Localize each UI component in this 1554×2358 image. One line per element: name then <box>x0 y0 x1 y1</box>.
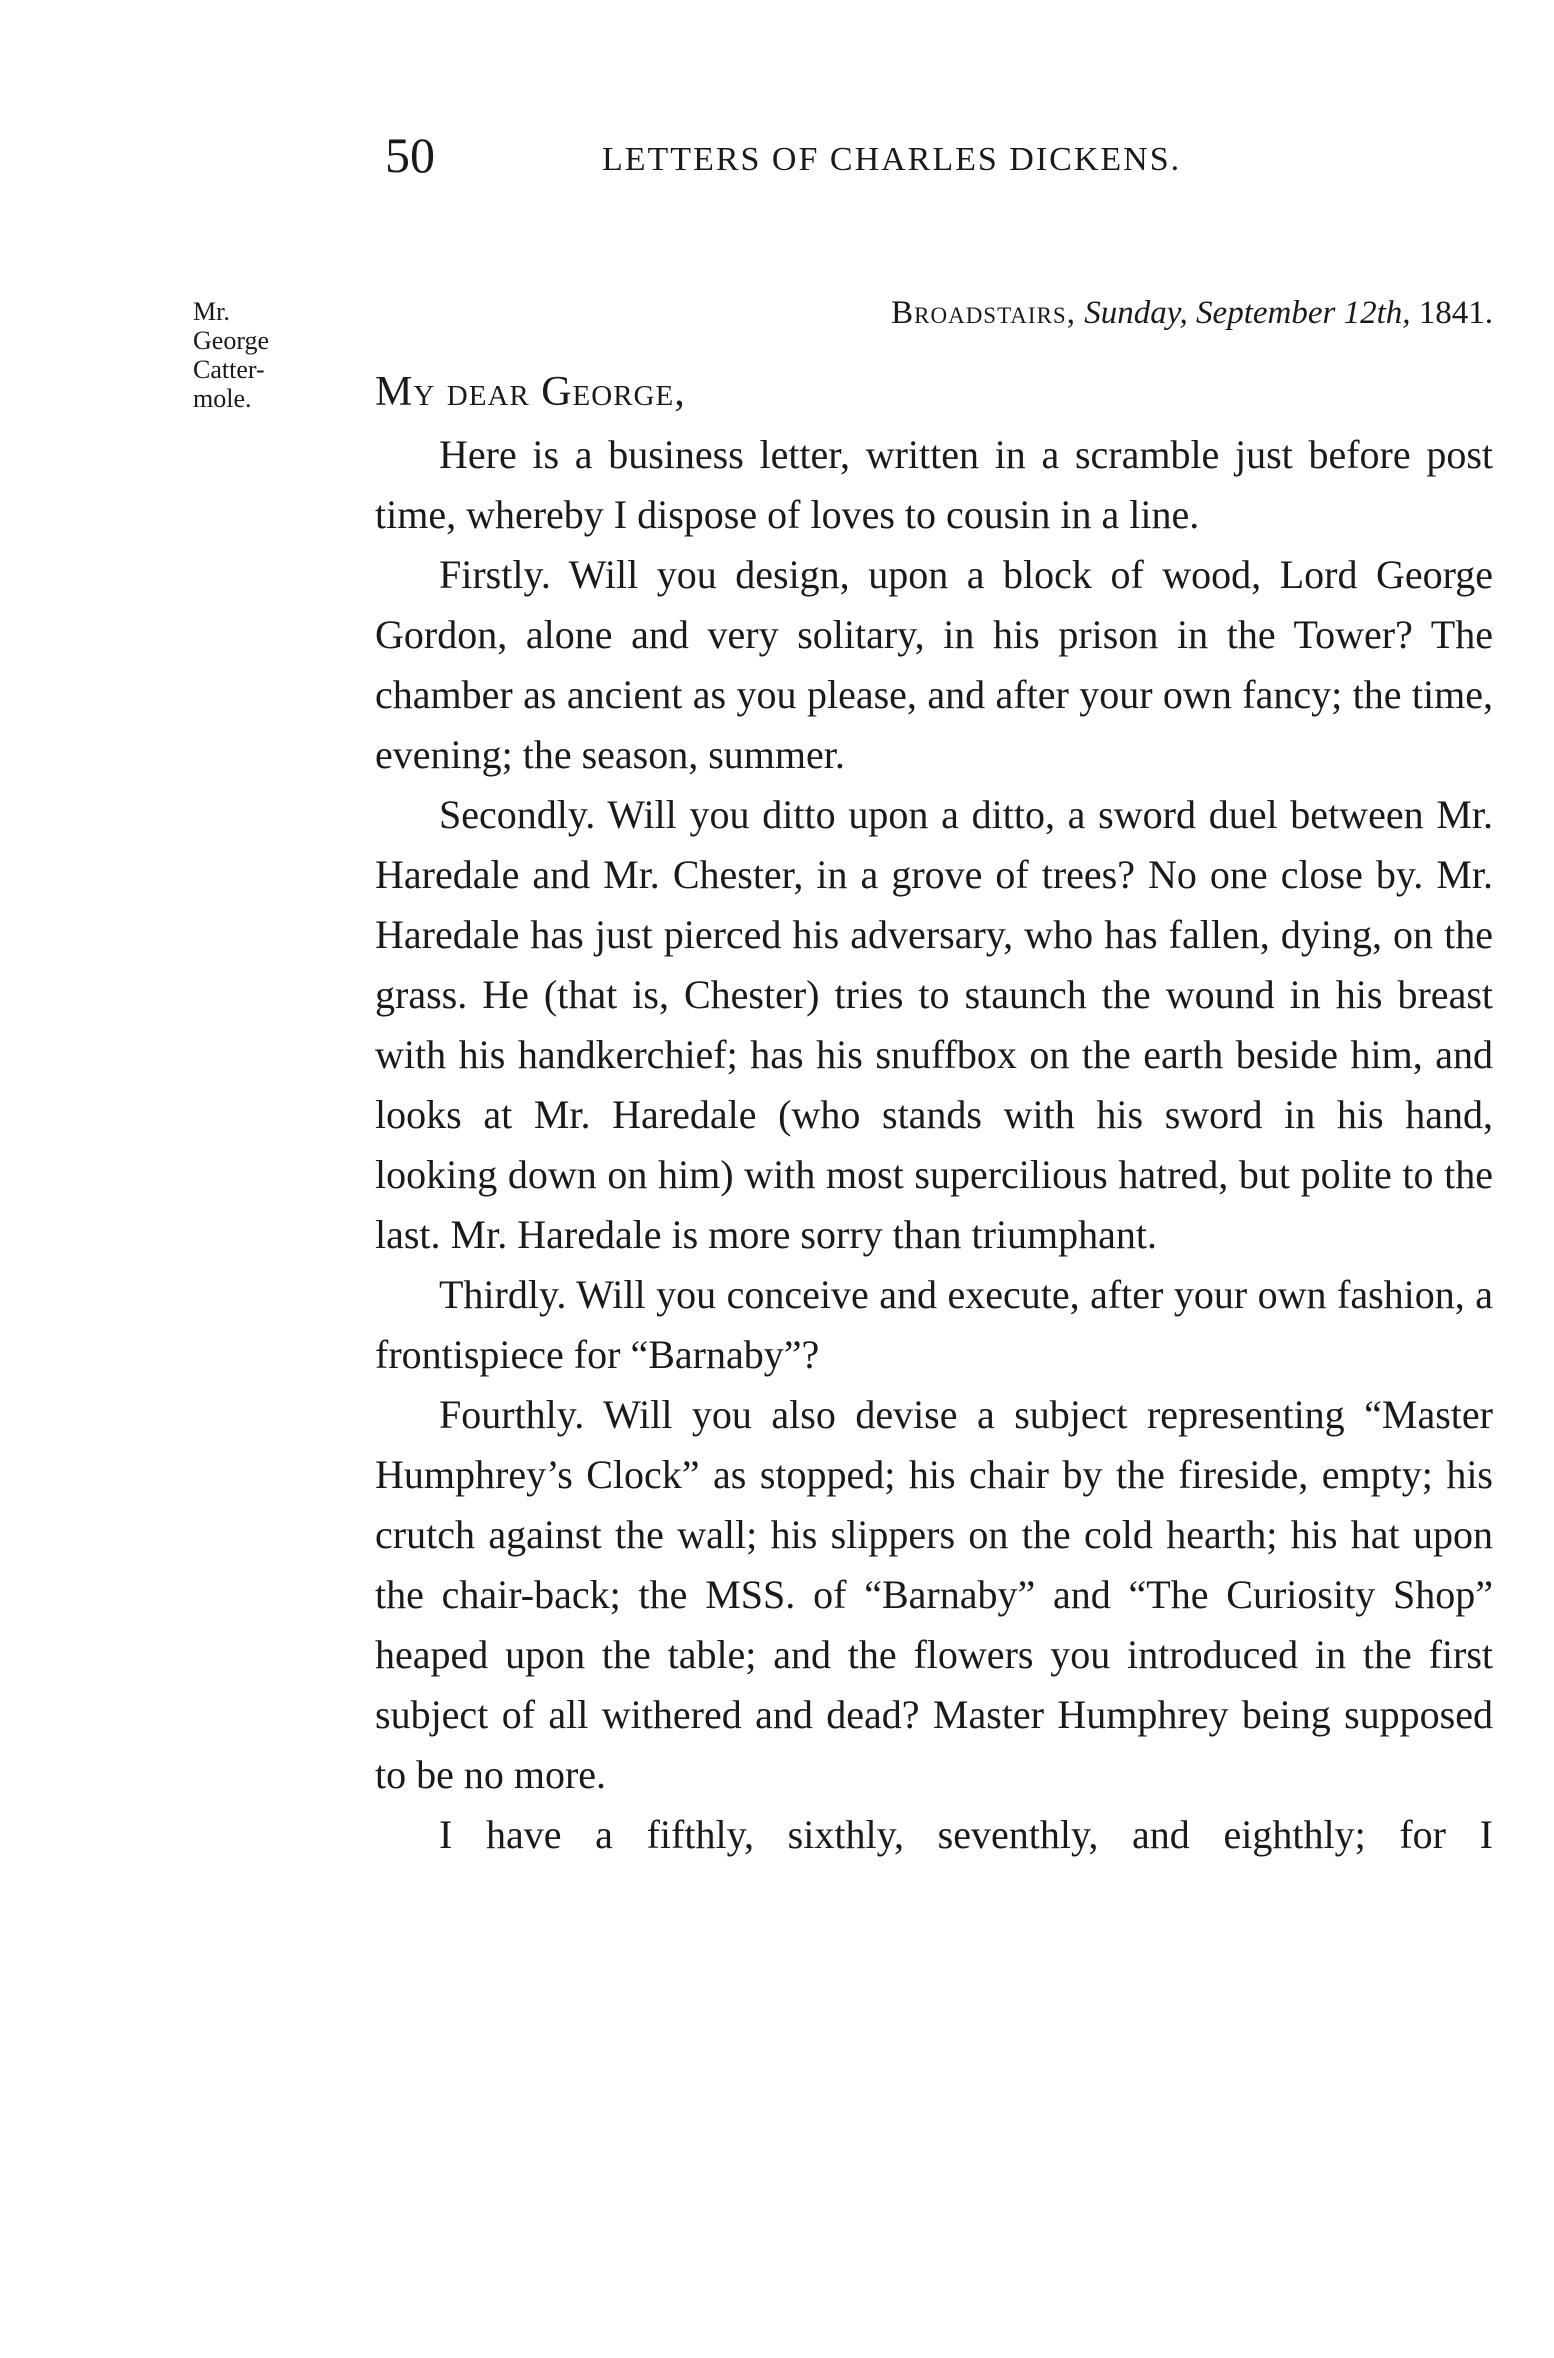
margin-note-line: Mr. <box>193 297 230 326</box>
margin-note-line: George <box>193 326 270 355</box>
running-title: LETTERS OF CHARLES DICKENS. <box>602 141 1182 178</box>
letter-paragraph: Here is a business letter, written in a scramble just before post time, whereby I dispose of loves to cousin in a line. <box>375 432 1493 537</box>
letter-paragraph: Secondly. Will you ditto upon a ditto, a sword duel between Mr. Haredale and Mr. Chester, in a grove of trees? No one close by. Mr. Haredale has just pierced his adversary, who has fallen, dying, on the grass. He (that is, Chester) tries to staunch the wound in his breast with his handkerchief; has his snuffbox on the earth beside him, and looks at Mr. Haredale (who stands with his sword in his hand, looking down on him) with most supercilious hatred, but polite to the last. Mr. Haredale is more sorry than triumphant. <box>375 792 1493 1257</box>
letter-paragraph: Fourthly. Will you also devise a subject representing “Master Humphrey’s Clock” as stopped; his chair by the fireside, empty; his crutch against the wall; his slippers on the cold hearth; his hat upon the chair-back; the MSS. of “Barnaby” and “The Curiosity Shop” heaped upon the table; and the flowers you introduced in the first subject of all withered and dead? Master Humphrey being supposed to be no more. <box>375 1392 1493 1797</box>
dateline-year: 1841. <box>1418 295 1493 331</box>
margin-note-line: mole. <box>193 384 252 413</box>
margin-note <box>193 297 328 413</box>
letter-paragraph: I have a fifthly, sixthly, seventhly, and eighthly; for I <box>439 1812 1493 1857</box>
page-number: 50 <box>385 127 435 183</box>
dateline-place: Broadstairs, <box>891 295 1076 331</box>
letter-body <box>375 425 1493 1865</box>
letter-paragraph: Thirdly. Will you conceive and execute, after your own fashion, a frontispiece for “Barnaby”? <box>375 1272 1493 1377</box>
letter-salutation: My dear George, <box>375 369 686 415</box>
letter-dateline <box>891 293 1493 333</box>
letter-paragraph: Firstly. Will you design, upon a block of wood, Lord George Gordon, alone and very solitary, in his prison in the Tower? The chamber as ancient as you please, and after your own fancy; the time, evening; the season, summer. <box>375 552 1493 777</box>
dateline-day: Sunday, September 12th, <box>1084 295 1411 331</box>
margin-note-line: Catter- <box>193 355 265 384</box>
